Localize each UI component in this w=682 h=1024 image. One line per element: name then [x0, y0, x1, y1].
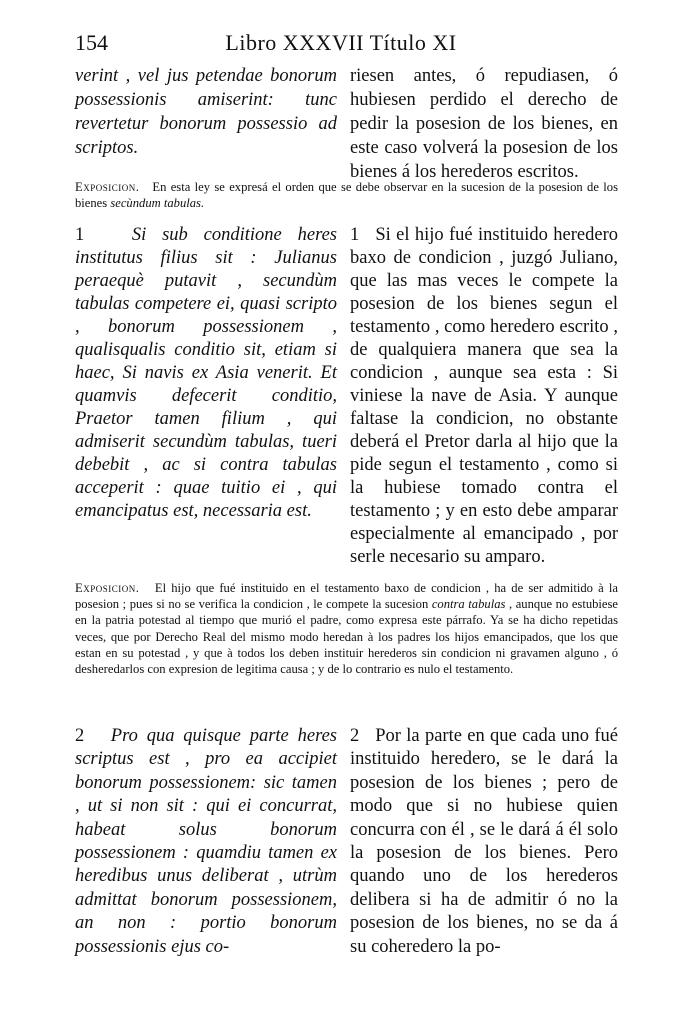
spanish-fragment-text: riesen antes, ó repudiasen, ó hubiesen perdido el derecho de pedir la posesion de los bienes, en este caso volverá la posesion de los bienes á los herederos escritos. — [350, 66, 618, 182]
section-number: 1 — [75, 225, 85, 245]
latin-fragment-text: verint , vel jus petendae bonorum possessionis amiserint: tunc revertetur bonorum possessio ad scriptos. — [75, 66, 337, 158]
exposicion-text: En esta ley se expresá el orden que se debe observar en la sucesion de la posesion de los bienes — [75, 180, 618, 210]
exposicion-text-end: , aunque no estubiese en la patria potestad al tiempo que murió el padre, como expresa este párrafo. Ya se ha dicho repetidas veces, que por Derecho Real del mismo modo heredan à los padres los hijos emancipados, que los que estan en su potestad , y que à todos los deben instituir herederos sin condicion ni gravamen alguno , ó desheredarlos con expresion de legitima causa ; y de lo contrario es nulo el testamento. — [75, 597, 618, 677]
exposicion-label: Exposicion. — [75, 581, 140, 595]
exposicion-term: secùndum tabulas. — [110, 195, 205, 210]
latin-section-text: Si sub conditione heres institutus filius sit : Julianus peraequè putavit , secundùm tabulas competere ei, quasi scripto , bonorum possessionem , qualisqualis conditio sit, etiam si haec, Si navis ex Asia venerit. Et quamvis defecerit conditio, Praetor tamen filium , qui admiserit secundùm tabulas, tueri debebit , ac si contra tabulas acceperit : quae tuitio ei , qui emancipatus est, necessaria est. — [75, 225, 337, 521]
section-number: 1 — [350, 225, 360, 245]
spanish-section-text: Por la parte en que cada uno fué instituido heredero, se le dará la posesion de los bienes ; pero de modo que si no hubiese quien concurra con él , se le dará á él solo la posesion de los bienes. Pero quando uno de los herederos delibera si ha de admitir ó no la posesion de los bienes, no se da á su coheredero la po- — [350, 726, 619, 957]
exposicion-1 — [75, 580, 618, 677]
latin-section-text: Pro qua quisque parte heres scriptus est , pro ea accipiet bonorum possessionem: sic tamen , ut si non sit : qui ei concurrat, habeat solus bonorum possessionem : quamdiu tamen ex heredibus unus deliberat , utrùm admittat bonorum possessionem, an non : portio bonorum possessionis ejus co- — [75, 726, 337, 957]
exposicion-intro — [75, 180, 618, 212]
spanish-section-1 — [350, 224, 618, 569]
exposicion-label: Exposicion. — [75, 180, 140, 194]
section-number: 2 — [75, 726, 85, 746]
latin-section-1 — [75, 224, 337, 523]
exposicion-term: contra tabulas — [431, 597, 506, 612]
section-number: 2 — [350, 726, 360, 746]
latin-section-2 — [75, 725, 337, 959]
spanish-section-text: Si el hijo fué instituido heredero baxo de condicion , juzgó Juliano, que las mas veces le compete la posesion de los bienes segun el testamento , como heredero escrito , de qualquiera manera que sea la condicion , aunque sea esta : Si viniese la nave de Asia. Y aunque faltase la condicion, no obstante deberá el Pretor darla al hijo que la pide segun el testamento , como si la hubiese tomado contra el testamento ; y en esto debe amparar especialmente al emancipado , por serle necesario su amparo. — [350, 225, 618, 567]
spanish-section-2 — [350, 725, 618, 959]
spanish-fragment — [350, 64, 618, 184]
running-title: Libro XXXVII Título XI — [225, 30, 457, 55]
page-header — [0, 30, 682, 60]
latin-fragment — [75, 64, 337, 160]
page-number: 154 — [75, 30, 108, 55]
exposicion-text: El hijo que fué instituido en el testamento baxo de condicion , ha de ser admitido à la posesion ; pues si no se verifica la condicion , le compete la sucesion — [75, 581, 618, 612]
